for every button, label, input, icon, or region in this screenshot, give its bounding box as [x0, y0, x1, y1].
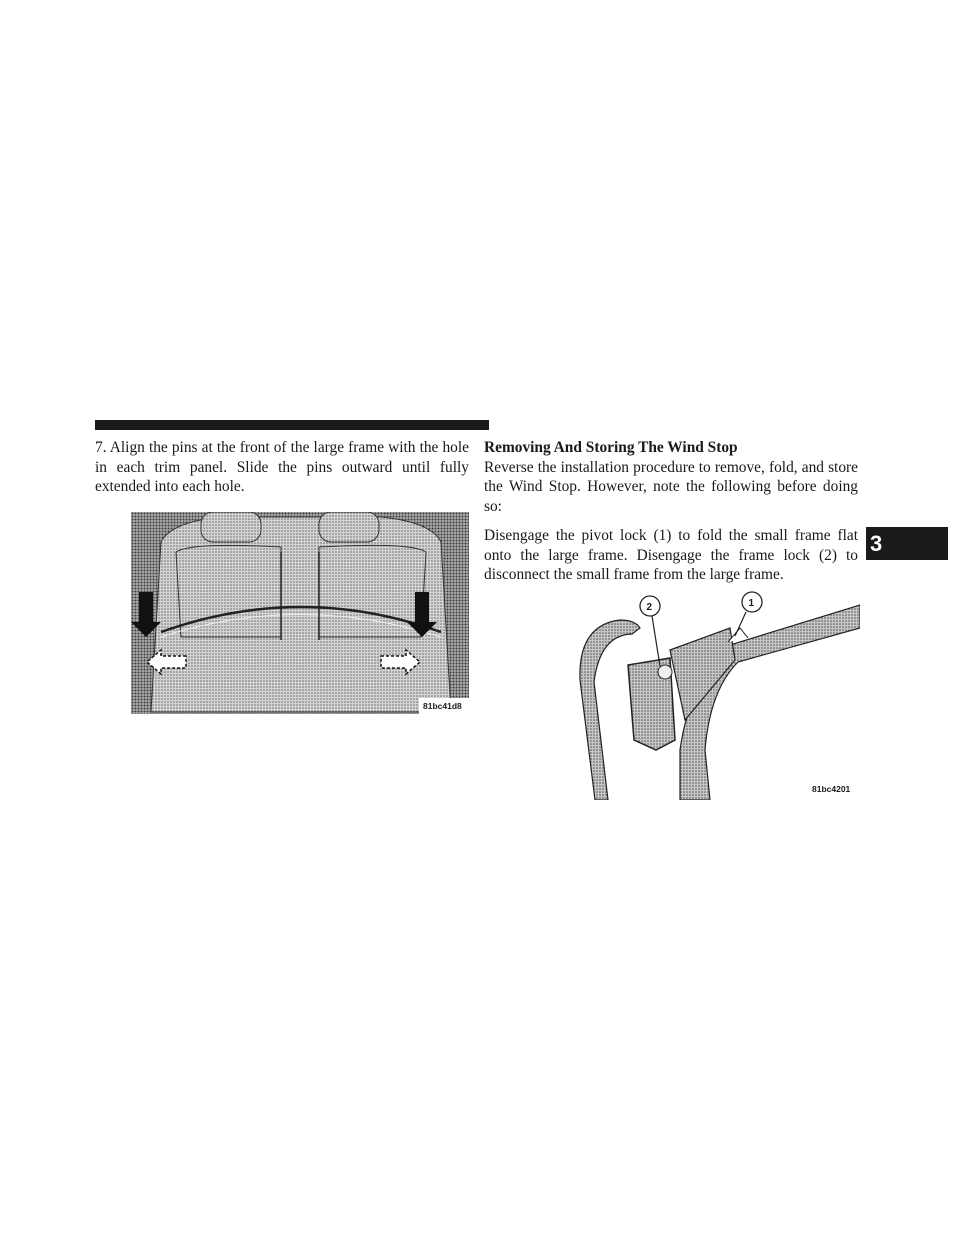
large-frame-tube [680, 605, 860, 800]
section-header-rule [95, 420, 489, 430]
figure-2-code: 81bc4201 [812, 784, 851, 794]
figure-1-code: 81bc41d8 [423, 701, 462, 711]
right-headrest [319, 512, 379, 542]
pivot-lock-illustration [560, 590, 860, 800]
section-heading: Removing And Storing The Wind Stop [484, 439, 738, 456]
left-headrest [201, 512, 261, 542]
frame-lock-button [658, 665, 672, 679]
right-column [484, 438, 858, 585]
removal-paragraph: Reverse the installation procedure to remove, fold, and store the Wind Stop. However, note the following before doing so: [484, 458, 858, 515]
step-7-text: 7. Align the pins at the front of the large frame with the hole in each trim panel. Slide the pins outward until fully extended into each hole. [95, 439, 469, 495]
pivot-lock-paragraph: Disengage the pivot lock (1) to fold the small frame flat onto the large frame. Disengage the frame lock (2) to disconnect the small frame from the large frame. [484, 527, 858, 583]
left-column [95, 438, 469, 497]
chapter-tab [866, 527, 948, 560]
chapter-number: 3 [870, 531, 883, 556]
callout-1-label: 1 [748, 598, 755, 609]
callout-2-leader [652, 616, 660, 666]
wind-stop-seats-illustration [131, 512, 469, 714]
callout-2-label: 2 [646, 602, 653, 613]
